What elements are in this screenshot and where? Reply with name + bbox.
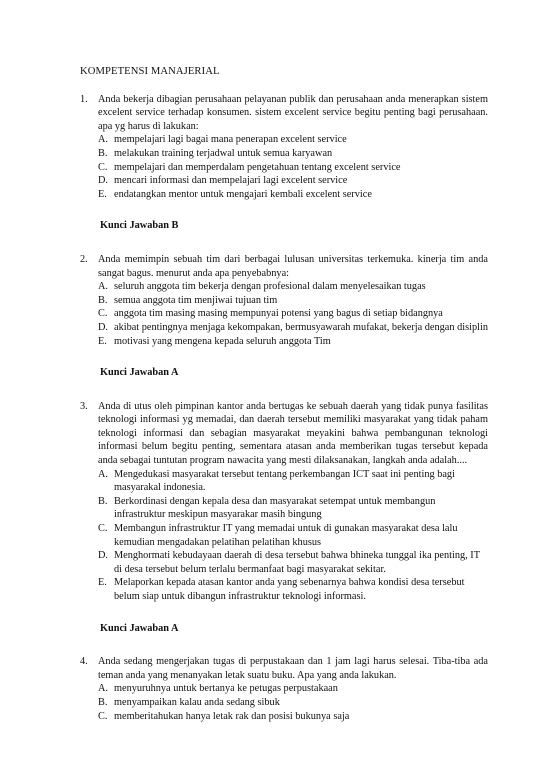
option-item — [98, 161, 488, 175]
option-text: menyuruhnya untuk bertanya ke petugas perpustakaan — [114, 683, 338, 695]
option-item — [98, 133, 488, 147]
option-list — [98, 133, 488, 201]
option-letter: C. — [98, 710, 108, 722]
option-letter: C. — [98, 161, 108, 173]
question-item — [80, 400, 488, 604]
question-number: 2. — [80, 253, 88, 265]
option-letter: E. — [98, 188, 107, 200]
page-title: KOMPETENSI MANAJERIAL — [80, 66, 220, 77]
question-number: 1. — [80, 93, 88, 105]
option-text: endatangkan mentor untuk mengajari kembali excelent service — [114, 188, 372, 200]
option-text: melakukan training terjadwal untuk semua karyawan — [114, 147, 333, 159]
question-text: Anda sedang mengerjakan tugas di perpustakaan dan 1 jam lagi harus selesai. Tiba-tiba ada teman anda yang menanyakan letak suatu buku. Apa yang anda lakukan. — [98, 656, 488, 681]
option-text: Melaporkan kepada atasan kantor anda yang sebenarnya bahwa kondisi desa tersebut belum siap untuk dibangun infrastruktur teknologi informasi. — [114, 577, 465, 602]
question-number: 4. — [80, 656, 88, 668]
option-letter: D. — [98, 321, 109, 333]
option-item — [98, 321, 488, 335]
option-list — [98, 280, 488, 348]
option-text: mempelajari lagi bagai mana penerapan excelent service — [114, 134, 347, 146]
option-list — [98, 468, 488, 604]
option-item — [98, 335, 488, 349]
question-item — [80, 655, 488, 723]
option-item — [98, 549, 488, 576]
question-item — [80, 93, 488, 202]
option-item — [98, 280, 488, 294]
question-text: Anda bekerja dibagian perusahaan pelayanan publik dan perusahaan anda menerapkan sistem excelent service terhadap konsumen. sistem excelent service begitu penting bagi perusahaan. apa yg harus di lakukan: — [98, 93, 488, 132]
option-item — [98, 495, 488, 522]
option-item — [98, 174, 488, 188]
option-text: Mengedukasi masyarakat tersebut tentang perkembangan ICT saat ini penting bagi masyarakal indonesia. — [114, 468, 455, 494]
option-text: seluruh anggota tim bekerja dengan profesional dalam menyelesaikan tugas — [114, 281, 426, 293]
answer-key: Kunci Jawaban A — [100, 622, 179, 634]
option-text: mempelajari dan memperdalam pengetahuan tentang excelent service — [114, 161, 401, 173]
option-text: memberitahukan hanya letak rak dan posisi bukunya saja — [114, 710, 350, 722]
question-body — [98, 400, 488, 604]
option-item — [98, 696, 488, 710]
question-text: Anda di utus oleh pimpinan kantor anda bertugas ke sebuah daerah yang tidak punya fasilitas teknologi informasi yg memadai, dan daerah tersebut memiliki masyarakat yang tidak paham teknologi informasi dan sebagian masyarakat meyakini bahwa pembangunan teknologi informasi belum begitu penting, sementara atasan anda memberikan tugas tersebut kepada anda sebagai tuntutan program nawacita yang mesti dilaksanakan, langkah anda adalah.... — [98, 400, 488, 467]
option-letter: A. — [98, 683, 109, 695]
option-text: menyampaikan kalau anda sedang sibuk — [114, 696, 280, 708]
option-item — [98, 307, 488, 321]
option-item — [98, 576, 488, 603]
option-letter: A. — [98, 281, 109, 293]
option-letter: B. — [98, 495, 108, 507]
answer-key: Kunci Jawaban B — [100, 220, 179, 232]
answer-key: Kunci Jawaban A — [100, 367, 179, 379]
option-text: akibat pentingnya menjaga kekompakan, bermusyawarah mufakat, bekerja dengan disiplin — [114, 321, 488, 333]
option-letter: D. — [98, 550, 109, 562]
question-body — [98, 93, 488, 202]
option-letter: B. — [98, 696, 108, 708]
option-text: Membangun infrastruktur IT yang memadai untuk di gunakan masyarakat desa lalu kemudian mengadakan pelatihan pelatihan khusus — [114, 523, 458, 548]
option-text: Berkordinasi dengan kepala desa dan masyarakat setempat untuk membangun infrastruktur meskipun masyarakar masih bingung — [114, 495, 436, 521]
option-text: anggota tim masing masing mempunyai potensi yang bagus di setiap bidangnya — [114, 308, 443, 320]
option-letter: E. — [98, 335, 107, 347]
option-item — [98, 710, 488, 724]
option-letter: B. — [98, 294, 108, 306]
question-body — [98, 655, 488, 723]
option-item — [98, 147, 488, 161]
question-number: 3. — [80, 400, 88, 412]
option-letter: E. — [98, 577, 107, 589]
option-item — [98, 522, 488, 549]
question-item — [80, 253, 488, 348]
option-item — [98, 188, 488, 202]
option-letter: A. — [98, 468, 109, 480]
option-list — [98, 682, 488, 723]
option-text: semua anggota tim menjiwai tujuan tim — [114, 294, 278, 306]
question-text: Anda memimpin sebuah tim dari berbagai lulusan universitas terkemuka. kinerja tim anda sangat bagus. menurut anda apa penyebabnya: — [98, 253, 488, 279]
question-body — [98, 253, 488, 348]
option-letter: C. — [98, 308, 108, 320]
option-text: motivasi yang mengena kepada seluruh anggota Tim — [114, 335, 331, 347]
question-list — [80, 93, 488, 724]
option-letter: C. — [98, 523, 108, 535]
option-letter: A. — [98, 134, 109, 146]
option-item — [98, 294, 488, 308]
option-text: mencari informasi dan mempelajari lagi excelent service — [114, 175, 348, 187]
option-letter: B. — [98, 147, 108, 159]
option-item — [98, 468, 488, 495]
option-letter: D. — [98, 175, 109, 187]
option-text: Menghormati kebudayaan daerah di desa tersebut bahwa bhineka tunggal ika penting, IT di desa tersebut belum terlalu bermanfaat bagi masyarakat sekitar. — [114, 550, 480, 575]
option-item — [98, 682, 488, 696]
